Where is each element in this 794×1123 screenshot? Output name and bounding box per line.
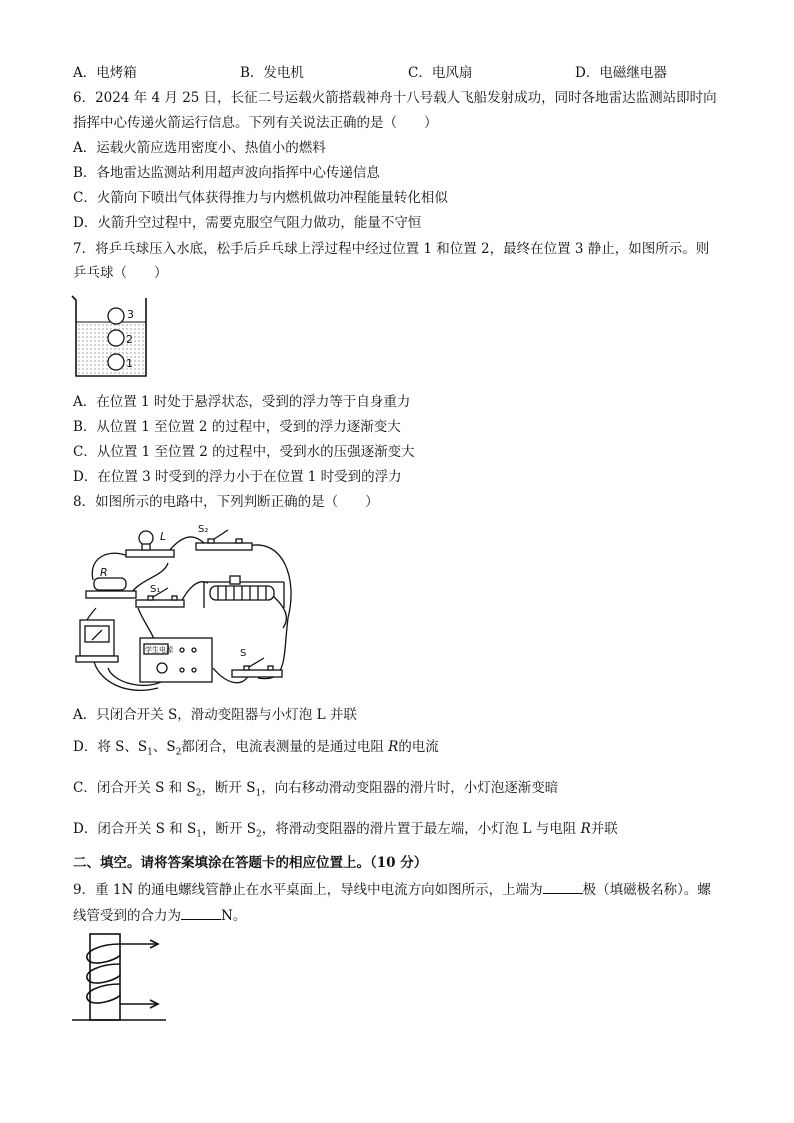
q7-option-b: B．从位置 1 至位置 2 的过程中，受到的浮力逐渐变大 bbox=[73, 419, 401, 435]
label-s2: S₂ bbox=[198, 524, 209, 535]
ball-position-3 bbox=[108, 308, 124, 324]
label-l: L bbox=[160, 530, 167, 543]
q8-option-b: D．将 S、$S_1$、$S_2$都闭合，电流表测量的是通过电阻 R的电流 bbox=[73, 739, 439, 758]
label-1: 1 bbox=[126, 357, 133, 370]
q6-option-a: A．运载火箭应选用密度小、热值小的燃料 bbox=[73, 140, 326, 156]
q9-blank-2[interactable] bbox=[181, 905, 221, 920]
q7-stem-line2: 乒乓球（ ） bbox=[73, 265, 168, 281]
q6-stem-line1: 6．2024 年 4 月 25 日，长征二号运载火箭搭载神舟十八号载人飞船发射成功，同时各地雷达监测站即时向 bbox=[73, 90, 717, 106]
circuit-figure bbox=[68, 518, 304, 696]
q5-option-c: C．电风扇 bbox=[408, 65, 473, 81]
q6-stem-line2: 指挥中心传递火箭运行信息。下列有关说法正确的是（ ） bbox=[73, 115, 438, 131]
label-s1: S₁ bbox=[150, 584, 161, 595]
label-power: 学生电源 bbox=[145, 646, 173, 654]
q8-option-c: C．闭合开关 S 和 $S_2$，断开 $S_1$，向右移动滑动变阻器的滑片时，小灯泡逐渐变暗 bbox=[73, 780, 559, 799]
q7-option-d: D．在位置 3 时受到的浮力小于在位置 1 时受到的浮力 bbox=[73, 469, 402, 485]
beaker-figure bbox=[66, 292, 156, 382]
q6-option-d: D．火箭升空过程中，需要克服空气阻力做功，能量不守恒 bbox=[73, 215, 422, 231]
q5-option-d: D．电磁继电器 bbox=[575, 65, 667, 81]
label-s: S bbox=[240, 648, 247, 659]
label-3: 3 bbox=[127, 308, 134, 321]
ball-position-2 bbox=[108, 330, 124, 346]
q5-option-a: A．电烤箱 bbox=[73, 65, 137, 81]
q9-line1: 9．重 1N 的通电螺线管静止在水平桌面上，导线中电流方向如图所示，上端为 极（填磁极名称）。螺 bbox=[73, 879, 711, 900]
label-r: R bbox=[100, 566, 108, 579]
q8-option-d: D．闭合开关 S 和 $S_1$，断开 $S_2$，将滑动变阻器的滑片置于最左端，小灯泡 L 与电阻 R并联 bbox=[73, 821, 618, 840]
ball-position-1 bbox=[108, 354, 124, 370]
q9-blank-1[interactable] bbox=[543, 879, 583, 894]
q6-option-b: B．各地雷达监测站利用超声波向指挥中心传递信息 bbox=[73, 165, 380, 181]
q9-line2: 线管受到的合力为 N。 bbox=[73, 905, 246, 926]
section-2-heading: 二、填空。请将答案填涂在答题卡的相应位置上。（10 分） bbox=[73, 855, 428, 871]
q5-option-b: B．发电机 bbox=[240, 65, 304, 81]
q7-stem-line1: 7．将乒乓球压入水底，松手后乒乓球上浮过程中经过位置 1 和位置 2，最终在位置 3 静止，如图所示。则 bbox=[73, 241, 710, 257]
q6-option-c: C．火箭向下喷出气体获得推力与内燃机做功冲程能量转化相似 bbox=[73, 190, 448, 206]
q8-option-a: A．只闭合开关 S，滑动变阻器与小灯泡 L 并联 bbox=[73, 707, 357, 723]
q8-stem: 8．如图所示的电路中，下列判断正确的是（ ） bbox=[73, 494, 379, 510]
q7-option-a: A．在位置 1 时处于悬浮状态，受到的浮力等于自身重力 bbox=[73, 394, 411, 410]
q7-option-c: C．从位置 1 至位置 2 的过程中，受到水的压强逐渐变大 bbox=[73, 444, 415, 460]
solenoid-figure bbox=[70, 930, 170, 1026]
label-2: 2 bbox=[126, 333, 133, 346]
